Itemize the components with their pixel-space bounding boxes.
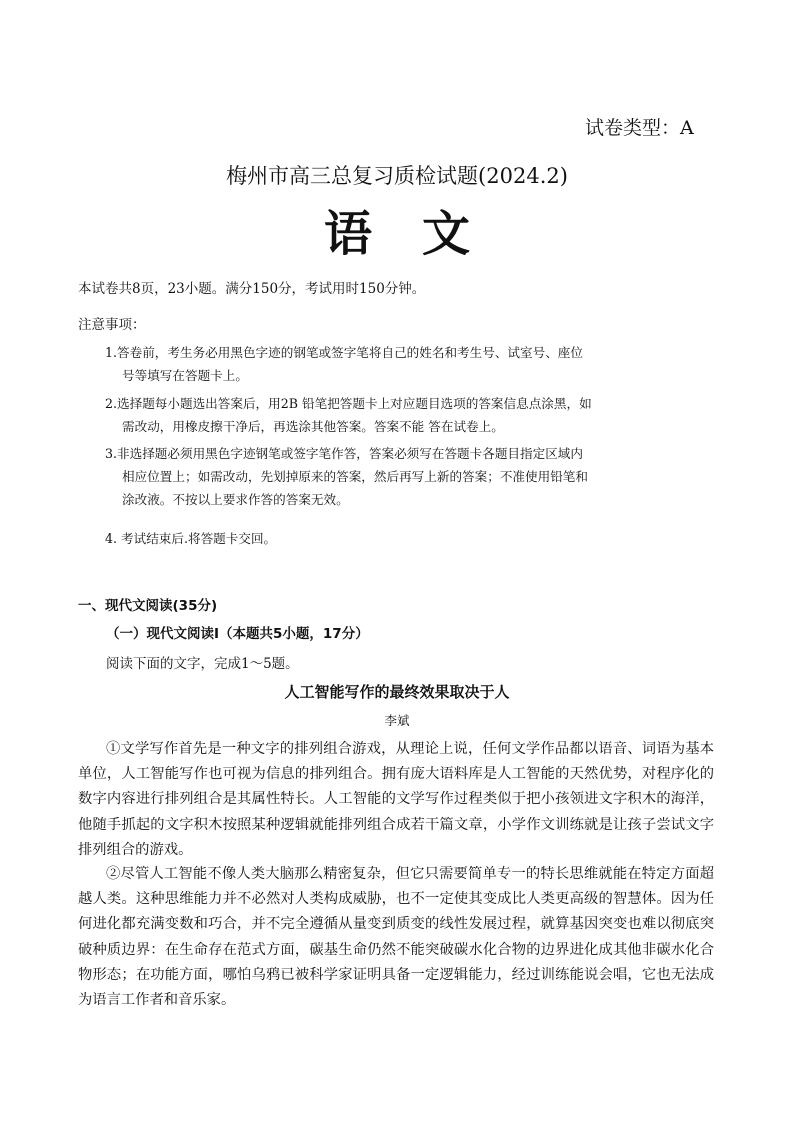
paragraph-text: ①文学写作首先是一种文字的排列组合游戏，从理论上说，任何文学作品都以语音、词语为基本单位，人工智能写作也可视为信息的排列组合。拥有庞大语料库是人工智能的天然优势，对程序化的数字内容进行排列组合是其属性特长。人工智能的文学写作过程类似于把小孩领进文字积木的海洋，他随手抓起的文字积木按照某种逻辑就能排列组合成若干篇文章，小学作文训练就是让孩子尝试文字排列组合的游戏。: [78, 741, 714, 858]
notice-item: [105, 341, 715, 387]
notice-item: [105, 527, 715, 550]
article-title: 人工智能写作的最终效果取决于人: [284, 683, 510, 701]
subject-title: 语文: [323, 206, 520, 262]
notice-item-line: 4. 考试结束后.将答题卡交回。: [105, 531, 277, 546]
notice-item-line: 号等填写在答题卡上。: [122, 368, 248, 383]
notice-item: [105, 442, 715, 511]
paper-type-label: 试卷类型：A: [585, 117, 694, 139]
article-author: 李斌: [384, 713, 410, 728]
exam-intro: 本试卷共8页，23小题。满分150分，考试用时150分钟。: [78, 281, 426, 297]
notice-item-line: 涂改液。不按以上要求作答的答案无效。: [122, 492, 349, 507]
notice-heading: 注意事项：: [78, 317, 146, 333]
notice-item-line: 相应位置上；如需改动，先划掉原来的答案，然后再写上新的答案；不准使用铅笔和: [122, 469, 588, 484]
subsection-title: （一）现代文阅读I（本题共5小题，17分）: [106, 626, 369, 642]
section-title: 一、现代文阅读(35分): [78, 598, 218, 614]
notice-item: [105, 392, 715, 438]
article-paragraph: [78, 737, 714, 863]
notice-item-line: 需改动，用橡皮擦干净后，再选涂其他答案。答案不能 答在试卷上。: [122, 419, 504, 434]
article-paragraph: [78, 862, 714, 1013]
reading-instruction: 阅读下面的文字，完成1～5题。: [106, 656, 299, 672]
notice-item-line: 2.选择题每小题选出答案后，用2B 铅笔把答题卡上对应题目选项的答案信息点涂黑，如: [105, 396, 592, 411]
paragraph-text: ②尽管人工智能不像人类大脑那么精密复杂，但它只需要简单专一的特长思维就能在特定方面超越人类。这种思维能力并不必然对人类构成威胁，也不一定使其变成比人类更高级的智慧体。因为任何进化都充满变数和巧合，并不完全遵循从量变到质变的线性发展过程，就算基因突变也难以彻底突破种质边界：在生命存在范式方面，碳基生命仍然不能突破碳水化合物的边界进化成其他非碳水化合物形态；在功能方面，哪怕乌鸦已被科学家证明具备一定逻辑能力，经过训练能说会唱，它也无法成为语言工作者和音乐家。: [78, 866, 714, 1009]
notice-item-line: 3.非选择题必须用黑色字迹钢笔或签字笔作答，答案必须写在答题卡各题目指定区域内: [105, 446, 583, 461]
exam-title: 梅州市高三总复习质检试题(2024.2): [226, 164, 568, 188]
notice-item-line: 1.答卷前，考生务必用黑色字迹的钢笔或签字笔将自己的姓名和考生号、试室号、座位: [105, 345, 583, 360]
